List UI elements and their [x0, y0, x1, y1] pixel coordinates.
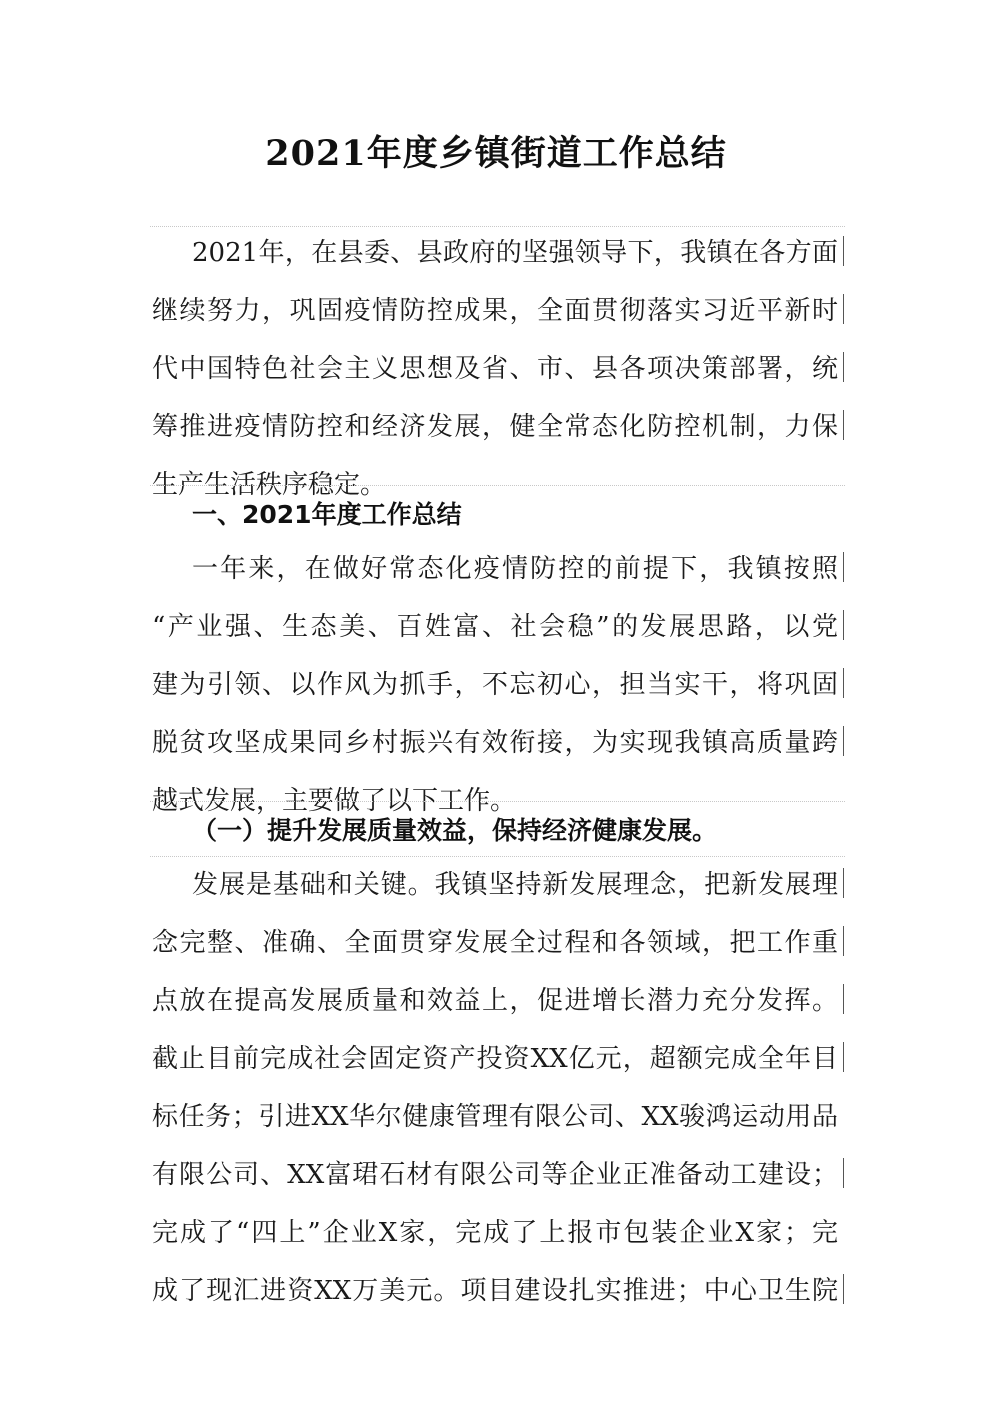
text-line: 有限公司、XX富珺石材有限公司等企业正准备动工建设；	[152, 1146, 838, 1204]
paragraph-2	[152, 856, 838, 1320]
text-line: 生产生活秩序稳定。	[152, 470, 387, 500]
text-line: 标任务；引进XX华尔健康管理有限公司、XX骏鸿运动用品	[152, 1102, 838, 1132]
document-title: 2021年度乡镇街道工作总结	[265, 133, 727, 174]
text-line: 继续努力，巩固疫情防控成果，全面贯彻落实习近平新时	[152, 282, 838, 340]
text-line: 越式发展，主要做了以下工作。	[152, 786, 517, 816]
section-heading-1: 一、2021年度工作总结	[192, 500, 462, 529]
text-line: 代中国特色社会主义思想及省、市、县各项决策部署，统	[152, 340, 838, 398]
text-line: 发展是基础和关键。我镇坚持新发展理念，把新发展理	[152, 856, 838, 914]
section-heading-2: （一）提升发展质量效益，保持经济健康发展。	[192, 816, 718, 845]
text-line: 念完整、准确、全面贯穿发展全过程和各领域，把工作重	[152, 914, 838, 972]
text-line: 建为引领、以作风为抓手，不忘初心，担当实干，将巩固	[152, 656, 838, 714]
text-line: 2021年，在县委、县政府的坚强领导下，我镇在各方面	[152, 224, 838, 282]
text-line: 成了现汇进资XX万美元。项目建设扎实推进；中心卫生院	[152, 1262, 838, 1320]
intro-paragraph	[152, 224, 838, 514]
text-line: 筹推进疫情防控和经济发展，健全常态化防控机制，力保	[152, 398, 838, 456]
text-line: 点放在提高发展质量和效益上，促进增长潜力充分发挥。	[152, 972, 838, 1030]
text-line: “产业强、生态美、百姓富、社会稳”的发展思路，以党	[152, 598, 838, 656]
text-line: 完成了“四上”企业X家，完成了上报市包装企业X家；完	[152, 1218, 838, 1248]
text-line: 截止目前完成社会固定资产投资XX亿元，超额完成全年目	[152, 1030, 838, 1088]
text-line: 一年来，在做好常态化疫情防控的前提下，我镇按照	[152, 540, 838, 598]
text-line: 脱贫攻坚成果同乡村振兴有效衔接，为实现我镇高质量跨	[152, 714, 838, 772]
paragraph-1	[152, 540, 838, 830]
